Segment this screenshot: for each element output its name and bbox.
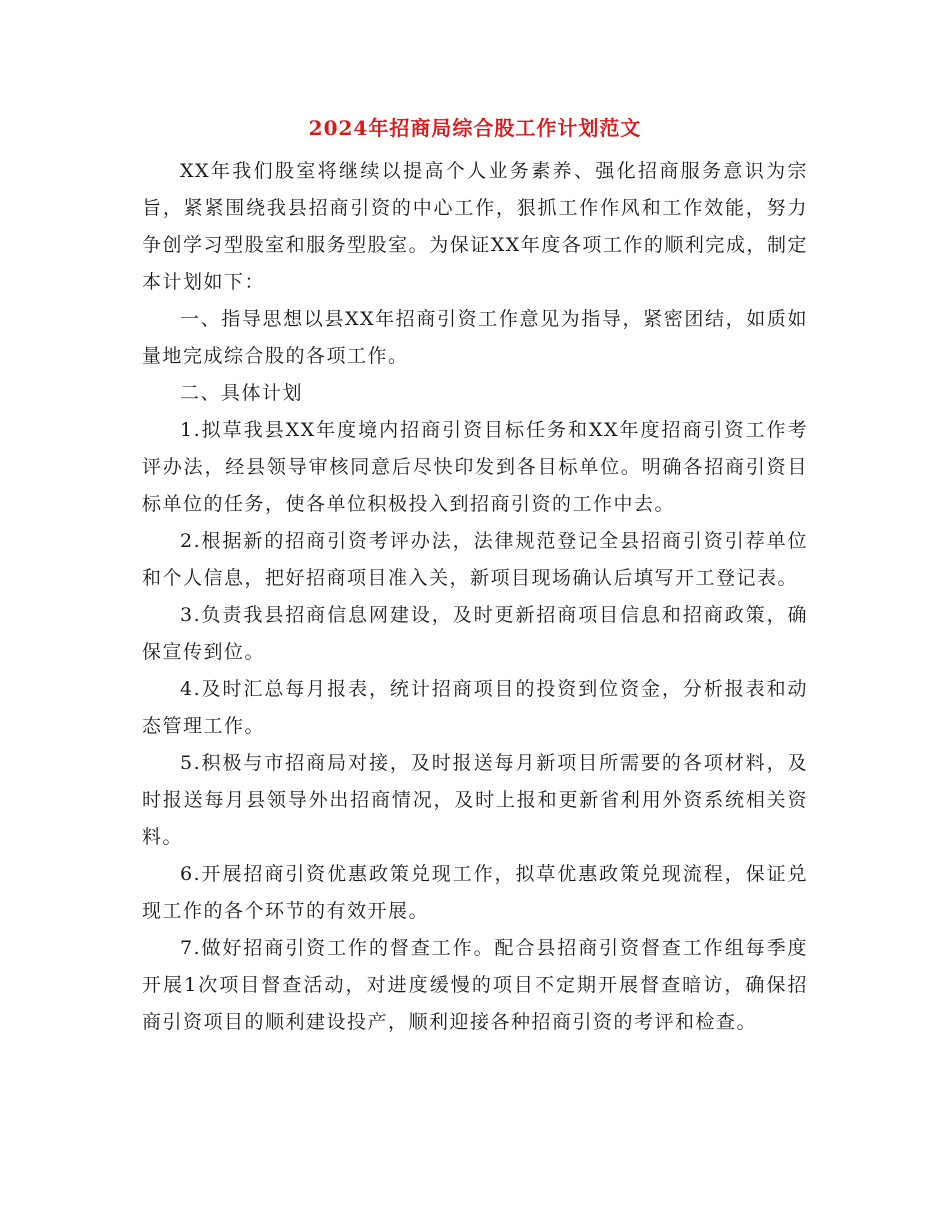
plan-item-6: 6.开展招商引资优惠政策兑现工作，拟草优惠政策兑现流程，保证兑现工作的各个环节的有效开展。: [142, 863, 808, 922]
paragraph-intro: XX年我们股室将继续以提高个人业务素养、强化招商服务意识为宗旨，紧紧围绕我县招商引资的中心工作，狠抓工作作风和工作效能，努力争创学习型股室和服务型股室。为保证XX年度各项工作的顺利完成，制定本计划如下：: [142, 160, 808, 293]
plan-item-2: 2.根据新的招商引资考评办法，法律规范登记全县招商引资引荐单位和个人信息，把好招商项目准入关，新项目现场确认后填写开工登记表。: [142, 530, 808, 589]
plan-item-3: 3.负责我县招商信息网建设，及时更新招商项目信息和招商政策，确保宣传到位。: [142, 604, 808, 663]
document-body: [142, 153, 808, 1041]
plan-item-7: 7.做好招商引资工作的督查工作。配合县招商引资督查工作组每季度开展1次项目督查活动，对进度缓慢的项目不定期开展督查暗访，确保招商引资项目的顺利建设投产，顺利迎接各种招商引资的考评和检查。: [142, 937, 808, 1033]
paragraph-guiding-principle: 一、指导思想以县XX年招商引资工作意见为指导，紧密团结，如质如量地完成综合股的各项工作。: [142, 308, 808, 367]
plan-item-4: 4.及时汇总每月报表，统计招商项目的投资到位资金，分析报表和动态管理工作。: [142, 678, 808, 737]
plan-item-5: 5.积极与市招商局对接，及时报送每月新项目所需要的各项材料，及时报送每月县领导外出招商情况，及时上报和更新省利用外资系统相关资料。: [142, 752, 808, 848]
document-title: 2024年招商局综合股工作计划范文: [308, 116, 642, 140]
plan-item-1: 1.拟草我县XX年度境内招商引资目标任务和XX年度招商引资工作考评办法，经县领导审核同意后尽快印发到各目标单位。明确各招商引资目标单位的任务，使各单位积极投入到招商引资的工作中去。: [142, 419, 808, 515]
section-heading-specific-plan: 二、具体计划: [180, 382, 304, 404]
